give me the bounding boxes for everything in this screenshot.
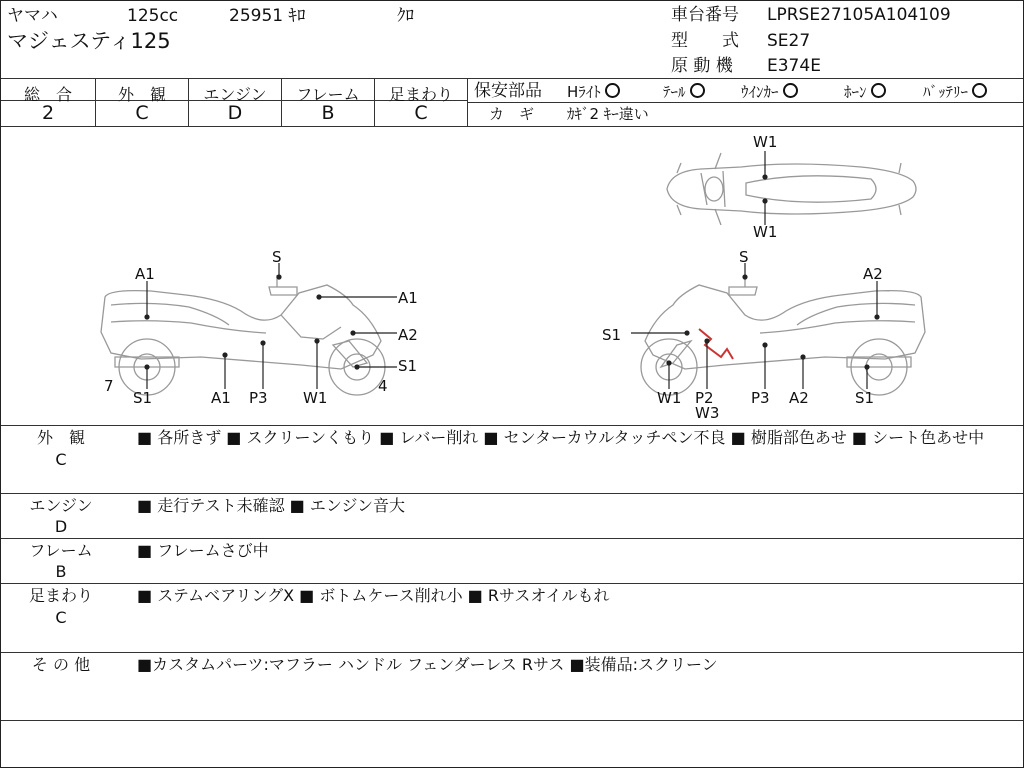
diagram-label: S [272, 248, 282, 266]
grade-engine-label: エンジン [203, 85, 267, 104]
diagram-label: A2 [789, 389, 809, 407]
safety-item-horn: ﾎｰﾝ [844, 83, 886, 100]
section-exterior-text: ■ 各所きず ■ スクリーンくもり ■ レバー削れ ■ センターカウルタッチペン不良 ■ 樹脂部色あせ ■ シート色あせ中 [137, 428, 985, 447]
diagram-label: S1 [855, 389, 875, 407]
diagram-label: P3 [751, 389, 770, 407]
divider [1, 652, 1023, 653]
section-frame-text: ■ フレームさび中 [137, 541, 269, 560]
diagram-label: W1 [753, 133, 778, 151]
section-engine-title: エンジン [29, 496, 93, 515]
divider [1, 538, 1023, 539]
section-other-title: そ の 他 [31, 655, 91, 674]
section-frame-title: フレーム [29, 541, 93, 560]
frame-no-label: 車台番号 [671, 5, 739, 25]
diagram-label: S1 [602, 326, 622, 344]
safety-item-tail: ﾃｰﾙ [663, 83, 705, 100]
ok-circle-icon [690, 83, 705, 98]
diagram-label: W1 [657, 389, 682, 407]
safety-item-battery: ﾊﾞｯﾃﾘｰ [923, 83, 987, 100]
ok-circle-icon [605, 83, 620, 98]
diagram-label: A2 [863, 265, 883, 283]
section-exterior-grade: C [55, 450, 67, 469]
diagram-label: W1 [753, 223, 778, 241]
diagram-label: A1 [398, 289, 418, 307]
diagram-label: W1 [303, 389, 328, 407]
diagram-label: A1 [135, 265, 155, 283]
grade-overall-label: 総 合 [23, 85, 72, 104]
divider [1, 583, 1023, 584]
grade-overall-value: 2 [41, 102, 55, 124]
frame-no: LPRSE27105A104109 [767, 5, 951, 25]
diagram-label: A2 [398, 326, 418, 344]
divider [1, 720, 1023, 721]
grade-exterior-value: C [135, 102, 149, 124]
grade-engine-value: D [227, 102, 243, 124]
scooter-top-view-icon [667, 153, 916, 225]
maker: ヤマハ [7, 6, 58, 26]
engine-value: E374E [767, 56, 821, 76]
grade-frame-label: フレーム [296, 85, 360, 104]
grade-suspension-label: 足まわり [388, 85, 453, 104]
damage-diagram [1, 127, 1023, 425]
engine-label: 原 動 機 [671, 56, 733, 76]
diagram-label: P2 [695, 389, 714, 407]
diagram-label: S1 [133, 389, 153, 407]
scooter-right-side-view-icon [641, 275, 925, 395]
color: ｸﾛ [397, 6, 414, 26]
grade-suspension-value: C [414, 102, 428, 124]
displacement: 125cc [127, 6, 179, 26]
divider [468, 102, 1023, 103]
section-exterior-title: 外 観 [36, 428, 85, 447]
safety-item-headlight: Hﾗｲﾄ [567, 83, 620, 100]
ok-circle-icon [783, 83, 798, 98]
diagram-label: 4 [378, 377, 388, 395]
scooter-left-side-view-icon [101, 275, 385, 395]
section-engine-grade: D [54, 517, 68, 536]
diagram-label: P3 [249, 389, 268, 407]
safety-label: 保安部品 [474, 81, 542, 101]
grade-frame-value: B [321, 102, 335, 124]
key-value: ｶｷﾞ2 ｷｰ違い [567, 105, 649, 123]
section-suspension-title: 足まわり [28, 586, 93, 605]
diagram-label: S [739, 248, 749, 266]
ok-circle-icon [871, 83, 886, 98]
section-other-text: ■カスタムパーツ:マフラー ハンドル フェンダーレス Rサス ■装備品:スクリーン [137, 655, 718, 674]
damage-mark-icon [699, 329, 733, 359]
divider [1, 78, 1023, 79]
diagram-label: S1 [398, 357, 418, 375]
key-label: カ ギ [489, 105, 535, 123]
section-suspension-grade: C [55, 608, 67, 627]
diagram-label: W3 [695, 404, 720, 422]
type-value: SE27 [767, 31, 811, 51]
section-frame-grade: B [55, 562, 67, 581]
mileage: 25951 ｷﾛ [229, 6, 306, 26]
grade-exterior-label: 外 観 [117, 85, 166, 104]
model-name: マジェスティ125 [7, 29, 171, 53]
type-label: 型 式 [671, 31, 739, 51]
divider [1, 493, 1023, 494]
section-engine-text: ■ 走行テスト未確認 ■ エンジン音大 [137, 496, 406, 515]
section-suspension-text: ■ ステムベアリングX ■ ボトムケース削れ小 ■ Rサスオイルもれ [137, 586, 610, 605]
ok-circle-icon [972, 83, 987, 98]
divider [1, 425, 1023, 426]
diagram-label: 7 [104, 377, 114, 395]
safety-item-winker: ｳｲﾝｶｰ [741, 83, 798, 100]
diagram-label: A1 [211, 389, 231, 407]
